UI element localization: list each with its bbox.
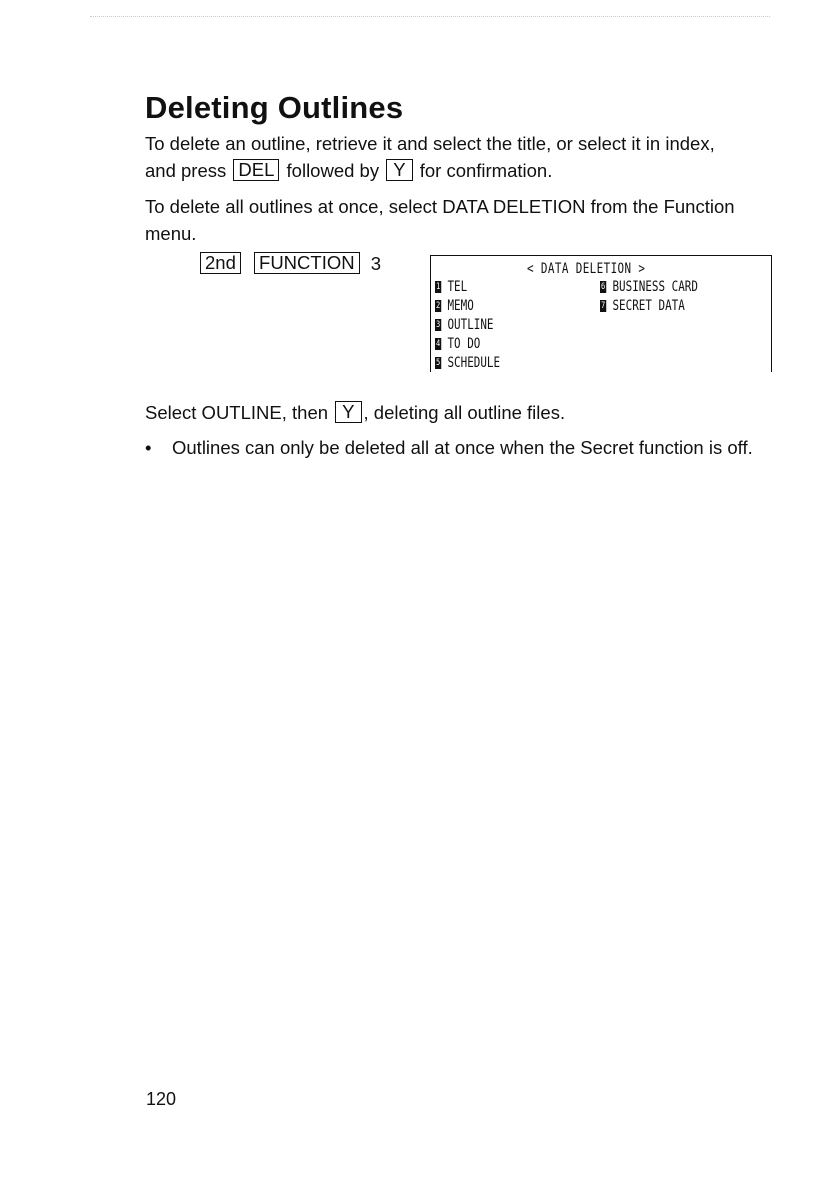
key-sequence (198, 253, 381, 275)
note-list (145, 434, 785, 461)
page-number: 120 (146, 1089, 177, 1109)
lcd-menu-item-business-card (600, 279, 698, 295)
menu-number-icon: 3 (435, 320, 441, 330)
instruction-pre: and press (145, 160, 227, 181)
menu-item-label: BUSINESS CARD (612, 279, 698, 295)
delete-all-instructions: To delete all outlines at once, select DATA DELETION from the Function menu. (145, 196, 735, 244)
function-key: FUNCTION (254, 252, 360, 274)
scan-noise-line (90, 16, 770, 19)
menu-item-label: TO DO (447, 336, 481, 352)
page-title: Deleting Outlines (145, 90, 404, 125)
menu-item-label: OUTLINE (447, 317, 494, 333)
delete-single-instructions (145, 130, 785, 184)
del-key: DEL (233, 159, 279, 181)
y-key: Y (335, 401, 361, 423)
secret-function-note: Outlines can only be deleted all at once when the Secret function is off. (172, 437, 753, 458)
lcd-menu-item-tel (435, 279, 467, 295)
lcd-menu-item-secret-data (600, 298, 685, 314)
menu-number-icon: 6 (600, 282, 606, 292)
lcd-menu-item-memo (435, 298, 474, 314)
menu-number-icon: 2 (435, 301, 441, 311)
2nd-key: 2nd (200, 252, 241, 274)
y-key: Y (386, 159, 412, 181)
menu-item-label: MEMO (447, 298, 474, 314)
lcd-menu-item-schedule (435, 355, 500, 371)
instruction-mid: followed by (286, 160, 380, 181)
instruction-post: for confirmation. (419, 160, 553, 181)
select-outline-pre: Select OUTLINE, then (145, 402, 329, 423)
menu-number-icon: 5 (435, 358, 441, 368)
digit-key: 3 (370, 253, 382, 274)
instruction-line-1: To delete an outline, retrieve it and select the title, or select it in index, (145, 133, 715, 154)
lcd-title: < DATA DELETION > (527, 261, 646, 277)
select-outline-instruction (145, 399, 565, 426)
menu-item-label: TEL (447, 279, 468, 295)
menu-item-label: SCHEDULE (447, 355, 501, 371)
menu-item-label: SECRET DATA (612, 298, 685, 314)
bullet-icon: • (145, 437, 152, 458)
menu-number-icon: 7 (600, 301, 606, 311)
select-outline-post: , deleting all outline files. (363, 402, 566, 423)
lcd-menu-item-outline (435, 317, 494, 333)
lcd-menu-item-todo (435, 336, 480, 352)
lcd-display (430, 255, 772, 372)
menu-number-icon: 4 (435, 339, 441, 349)
menu-number-icon: 1 (435, 282, 441, 292)
